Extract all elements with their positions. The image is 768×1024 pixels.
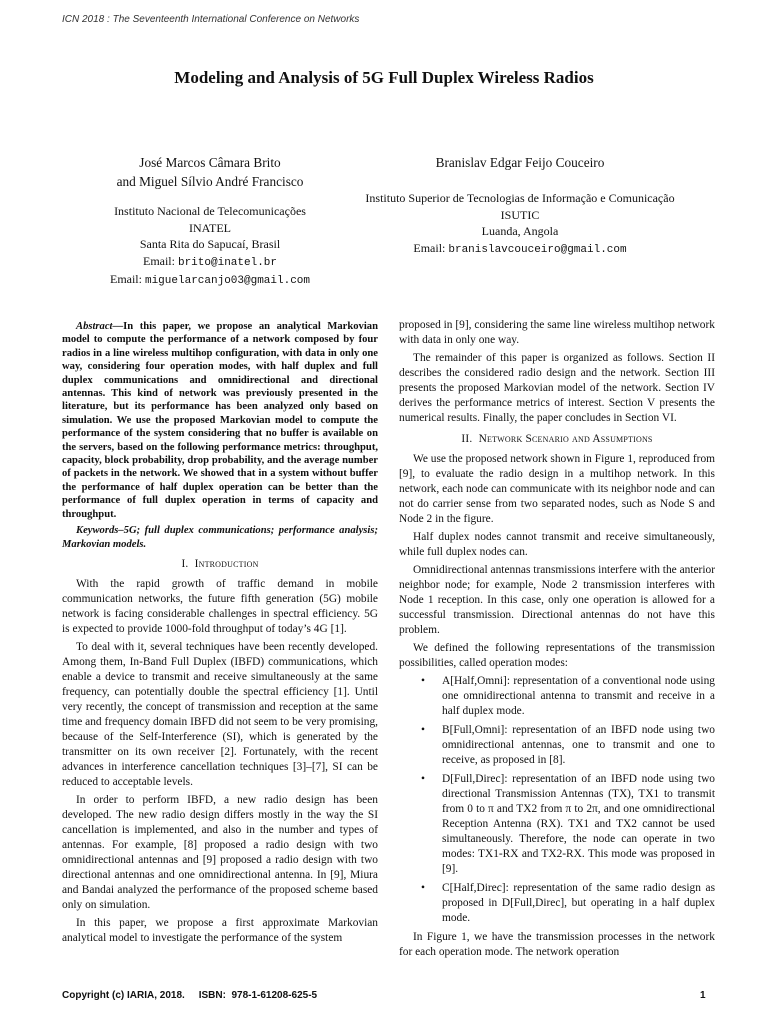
email-address[interactable]: miguelarcanjo03@gmail.com: [144, 275, 311, 287]
list-item-text: A[Half,Omni]: representation of a conventional node using one omnidirectional antenna to transmit and receive in a half duplex mode.: [442, 675, 715, 717]
affiliation-line: Instituto Superior de Tecnologias de Informação e Comunicação: [365, 191, 675, 205]
left-column: [62, 320, 378, 949]
body-paragraph: In Figure 1, we have the transmission processes in the network for each operation mode. The network operation: [399, 931, 715, 958]
body-paragraph: The remainder of this paper is organized as follows. Section II describes the considered radio design and the network. Section III presents the proposed Markovian model of the network. Section IV derives the performance metrics of interest. Section V presents the numerical results. Finally, the paper concludes in Section VI.: [399, 352, 715, 424]
body-paragraph: In this paper, we propose a first approximate Markovian analytical model to investigate the performance of the system: [62, 916, 378, 944]
author-block-right: [340, 153, 700, 258]
body-paragraph: In order to perform IBFD, a new radio design has been developed. The new radio design differs mostly in the way the SI cancellation is implemented, and also in the number and types of antennas. For example, [8] proposed a radio design with two omnidirectional antennas and [9] proposed a radio design with two directional antennas and one omnidirectional antenna. In [9], Miura and Bandai analyzed the performance of the proposed scheme based only on simulation.: [62, 793, 378, 911]
section-number: I.: [181, 557, 189, 570]
body-paragraph: We use the proposed network shown in Figure 1, reproduced from [9], to evaluate the radio design in a multihop network. In this network, each node can communicate with its neighbor node and can not do carrier sense from two separated nodes, such as Node S and Node 2 in the figure.: [399, 453, 715, 525]
list-item: [399, 881, 715, 926]
body-paragraph: Omnidirectional antennas transmissions interfere with the anterior neighbor node; for example, Node 2 transmission interferes with Node 1 reception. In this case, only one operation is allowed for a successful transmission. Directional antennas do not have this problem.: [399, 564, 715, 636]
paper-title: Modeling and Analysis of 5G Full Duplex Wireless Radios: [174, 68, 594, 87]
body-paragraph: With the rapid growth of traffic demand in mobile communication networks, the future fifth generation (5G) mobile network is facing considerable challenges in spectral efficiency. 5G is expected to provide 1000-fold throughput of today’s 4G [1].: [62, 577, 378, 635]
email-address[interactable]: branislavcouceiro@gmail.com: [448, 243, 627, 256]
section-number: II.: [461, 433, 473, 445]
right-column: [399, 318, 715, 963]
operation-mode-list: [399, 674, 715, 926]
abstract-lead: Abstract: [76, 321, 113, 332]
email-line: [60, 253, 360, 272]
affiliation-line: INATEL: [189, 220, 231, 235]
bullet-icon: •: [421, 675, 425, 687]
email-label: Email:: [109, 272, 142, 286]
affiliation-line: Instituto Nacional de Telecomunicações: [114, 204, 306, 218]
list-item-text: C[Half,Direc]: representation of the same radio design as proposed in D[Full,Direc], but operating in a half duplex mode.: [442, 882, 715, 924]
section-title: Introduction: [194, 557, 259, 570]
list-item: [399, 723, 715, 768]
list-item: [399, 674, 715, 719]
affiliation-line: ISUTIC: [500, 207, 540, 222]
list-item-text: D[Full,Direc]: representation of an IBFD node using two directional Transmission Antennas (TX), TX1 to transmit from 0 to π and TX2 from π to 2π, and one omnidirectional Reception Antenna (RX). TX1 and TX2 cannot be used simultaneously. Therefore, the node can operate in two modes: TX1-RX and TX2-RX. This mode was proposed in [9].: [442, 773, 715, 875]
bullet-icon: •: [421, 773, 425, 785]
body-paragraph: To deal with it, several techniques have been recently developed. Among them, In-Band Full Duplex (IBFD) communications, which enable a device to transmit and receive simultaneously at the same frequency, can potentially double the spectral efficiency [1]. Until very recently, the concept of transmission and reception at the same time and frequency domain IBFD did not seem to be very promising, because of the Self-Interference (SI), which is generated by the transmitter on its own receiver [2]. Fortunately, with the recent advances in interference cancellation techniques [3]–[7], SI can be reduced to acceptable levels.: [62, 640, 378, 788]
abstract: [62, 320, 378, 521]
section-heading: [399, 432, 715, 447]
email-label: Email:: [142, 253, 175, 268]
conference-header: ICN 2018 : The Seventeenth International Conference on Networks: [62, 14, 360, 25]
keywords: Keywords–5G; full duplex communications; performance analysis; Markovian models.: [62, 525, 378, 550]
list-item: [399, 772, 715, 877]
copyright-footer: Copyright (c) IARIA, 2018. ISBN: 978-1-61208-625-5: [62, 990, 318, 1001]
section-title: Network Scenario and Assumptions: [478, 433, 653, 445]
list-item-text: B[Full,Omni]: representation of an IBFD node using two omnidirectional antennas, one to transmit and one to receive, as proposed in [8].: [442, 724, 715, 766]
body-paragraph: Half duplex nodes cannot transmit and receive simultaneously, while full duplex nodes can.: [399, 531, 715, 558]
author-name: Branislav Edgar Feijo Couceiro: [435, 155, 605, 170]
bullet-icon: •: [421, 882, 425, 894]
abstract-text: —In this paper, we propose an analytical Markovian model to compute the performance of a network composed by four radios in a line wireless multihop configuration, with data in only one way, considering four operation modes, with half duplex and full duplex communications and omnidirectional and directional antennas. This kind of network was previously presented in the literature, but its performance has been analyzed only based on simulation. We use the proposed Markovian model to compute the performance of the system considering that no buffer is available on the servers, based on the following performance metrics: throughput, capacity, block probability, drop probability, and the average number of packets in the network. We showed that in a system without buffer the performance of half duplex operation can be better than the performance of full duplex operation in terms of capacity and throughput.: [62, 321, 378, 520]
section-heading: [62, 557, 378, 572]
body-paragraph: We defined the following representations of the transmission possibilities, called operation modes:: [399, 642, 715, 669]
author-name: and Miguel Sílvio André Francisco: [116, 174, 304, 189]
bullet-icon: •: [421, 724, 425, 736]
author-block-left: [60, 153, 360, 290]
affiliation-line: Santa Rita do Sapucaí, Brasil: [139, 237, 281, 251]
author-name: José Marcos Câmara Brito: [139, 155, 281, 170]
affiliation-line: Luanda, Angola: [481, 224, 559, 238]
email-line: [60, 271, 360, 290]
email-address[interactable]: brito@inatel.br: [177, 256, 278, 269]
email-line: [340, 240, 700, 259]
page-number: 1: [700, 990, 706, 1001]
email-label: Email:: [413, 240, 446, 255]
body-paragraph: proposed in [9], considering the same line wireless multihop network with data in only one way.: [399, 319, 715, 346]
